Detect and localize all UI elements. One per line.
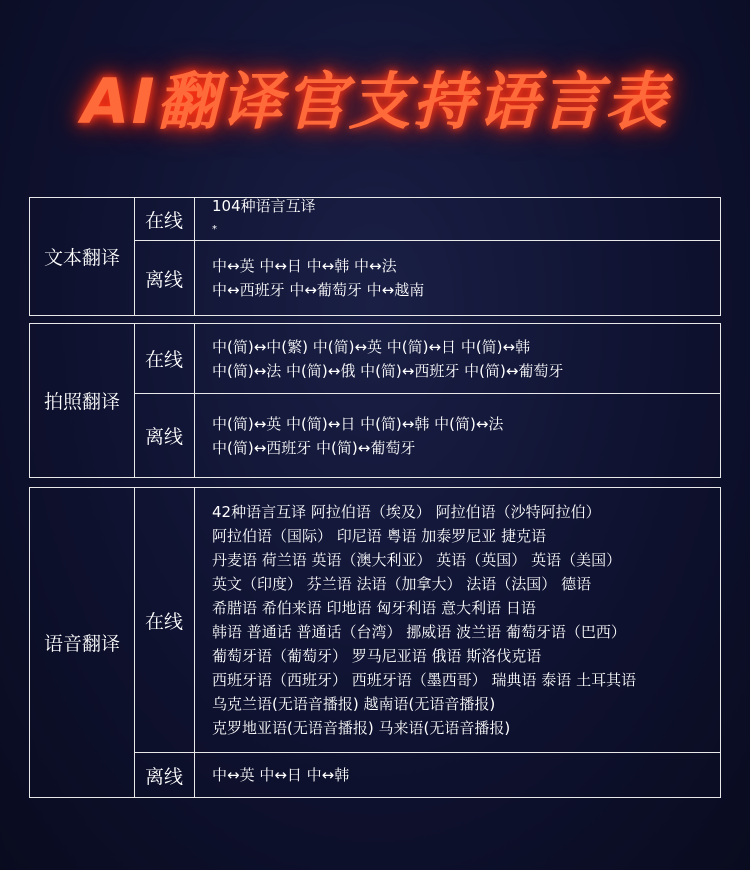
language-line: 韩语 普通话 普通话（台湾） 挪威语 波兰语 葡萄牙语（巴西）: [212, 623, 626, 641]
mode-label: 离线: [134, 394, 195, 477]
language-line: 英文（印度） 芬兰语 法语（加拿大） 法语（法国） 德语: [212, 575, 592, 593]
language-list: [194, 753, 720, 797]
mode-label: 在线: [134, 324, 195, 393]
category-label: 拍照翻译: [30, 324, 135, 477]
language-line: 42种语言互译 阿拉伯语（埃及） 阿拉伯语（沙特阿拉伯）: [212, 503, 601, 521]
language-line: 丹麦语 荷兰语 英语（澳大利亚） 英语（英国） 英语（美国）: [212, 551, 622, 569]
language-line: 104种语言互译: [212, 196, 316, 215]
language-line: 中↔英 中↔日 中↔韩 中↔法: [212, 257, 397, 275]
row-offline: [134, 753, 720, 797]
section-photo-translation: [29, 323, 721, 478]
row-online: [134, 488, 720, 753]
language-line: 中↔英 中↔日 中↔韩: [212, 766, 350, 784]
language-line: 中(简)↔西班牙 中(简)↔葡萄牙: [212, 438, 416, 457]
row-online: [134, 324, 720, 394]
row-offline: [134, 394, 720, 477]
language-line: 克罗地亚语(无语音播报) 马来语(无语音播报): [212, 719, 511, 737]
language-line: 西班牙语（西班牙） 西班牙语（墨西哥） 瑞典语 泰语 土耳其语: [212, 671, 637, 689]
language-list: [194, 488, 720, 752]
mode-label: 离线: [134, 241, 195, 315]
language-line: 中(简)↔英 中(简)↔日 中(简)↔韩 中(简)↔法: [212, 414, 504, 433]
language-line: 阿拉伯语（国际） 印尼语 粤语 加泰罗尼亚 捷克语: [212, 527, 547, 545]
mode-label: 在线: [134, 488, 195, 752]
footnote-mark: *: [212, 223, 217, 235]
language-list: [194, 198, 720, 240]
language-line: 中(简)↔法 中(简)↔俄 中(简)↔西班牙 中(简)↔葡萄牙: [212, 361, 564, 380]
category-label: 语音翻译: [30, 488, 135, 797]
row-online: [134, 198, 720, 241]
language-line: 葡萄牙语（葡萄牙） 罗马尼亚语 俄语 斯洛伐克语: [212, 647, 542, 665]
page-title: AI翻译官支持语言表: [81, 65, 669, 138]
section-text-translation: [29, 197, 721, 316]
language-line: 中(简)↔中(繁) 中(简)↔英 中(简)↔日 中(简)↔韩: [212, 337, 531, 356]
language-line: 中↔西班牙 中↔葡萄牙 中↔越南: [212, 281, 425, 299]
section-voice-translation: [29, 487, 721, 798]
language-line: 希腊语 希伯来语 印地语 匈牙利语 意大利语 日语: [212, 599, 536, 617]
category-label: 文本翻译: [30, 198, 135, 315]
language-list: [194, 394, 720, 477]
language-line: 乌克兰语(无语音播报) 越南语(无语音播报): [212, 695, 496, 713]
language-list: [194, 324, 720, 393]
row-offline: [134, 241, 720, 315]
mode-label: 在线: [134, 198, 195, 240]
language-list: [194, 241, 720, 315]
mode-label: 离线: [134, 753, 195, 797]
